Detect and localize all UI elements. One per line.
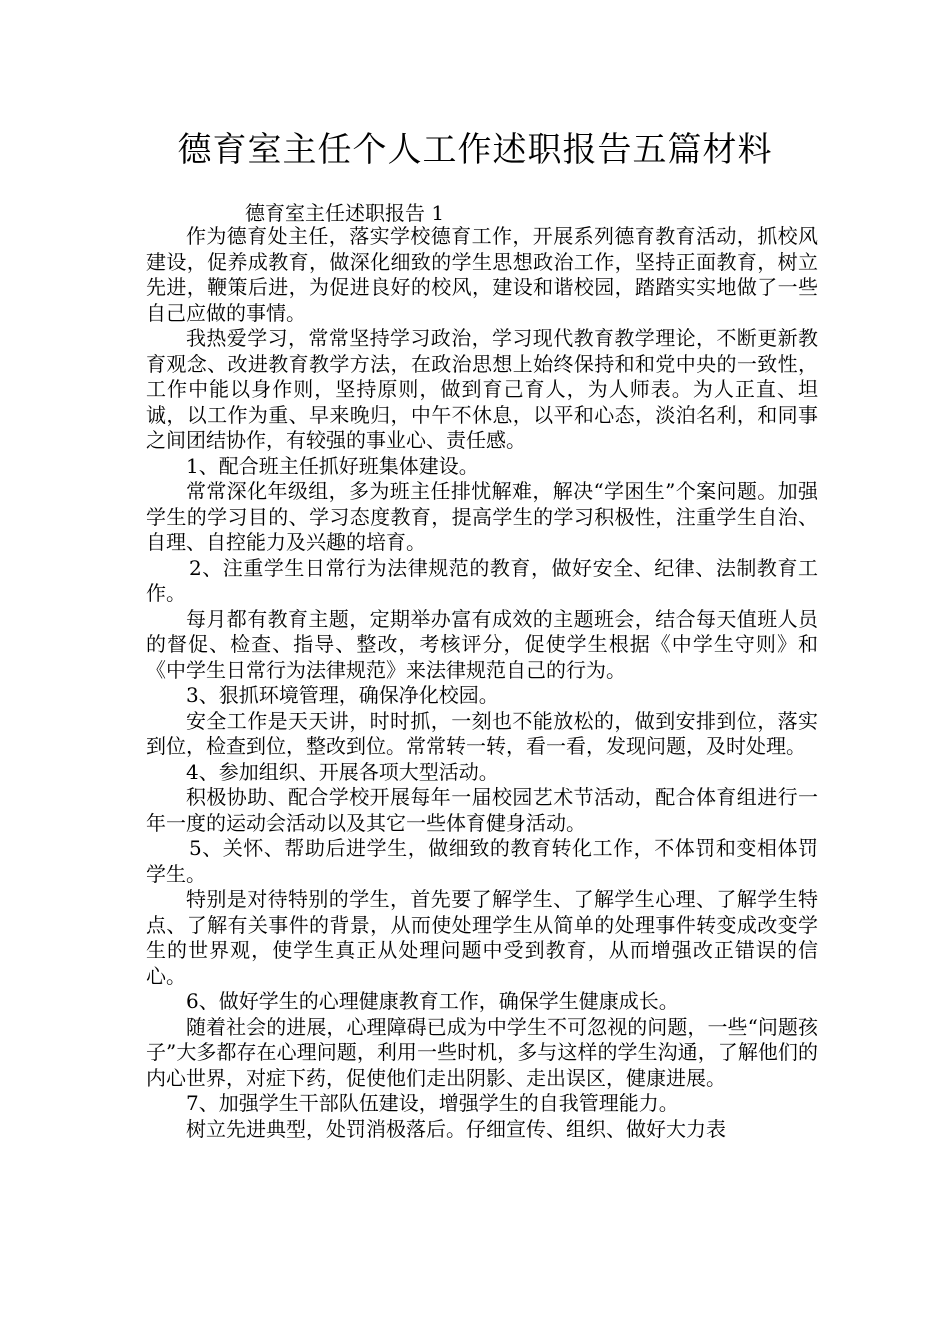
document-body <box>146 224 818 1142</box>
section-heading: 6、做好学生的心理健康教育工作，确保学生健康成长。 <box>186 989 679 1013</box>
paragraph: 作为德育处主任，落实学校德育工作，开展系列德育教育活动，抓校风建设，促养成教育，做深化细致的学生思想政治工作，坚持正面教育，树立先进，鞭策后进，为促进良好的校风，建设和谐校园，踏踏实实地做了一些自己应做的事情。 <box>146 224 818 325</box>
section-heading: 7、加强学生干部队伍建设，增强学生的自我管理能力。 <box>186 1091 679 1115</box>
paragraph: 常常深化年级组，多为班主任排忧解难，解决“学困生”个案问题。加强学生的学习目的、学习态度教育，提高学生的学习积极性，注重学生自治、自理、自控能力及兴趣的培育。 <box>146 479 818 554</box>
section-heading: 5、关怀、帮助后进学生，做细致的教育转化工作，不体罚和变相体罚学生。 <box>146 836 818 886</box>
paragraph: 安全工作是天天讲，时时抓，一刻也不能放松的，做到安排到位，落实到位，检查到位，整改到位。常常转一转，看一看，发现问题，及时处理。 <box>146 708 818 758</box>
section-heading: 2、注重学生日常行为法律规范的教育，做好安全、纪律、法制教育工作。 <box>146 555 818 605</box>
paragraph: 随着社会的进展，心理障碍已成为中学生不可忽视的问题，一些“问题孩子”大多都存在心理问题，利用一些时机，多与这样的学生沟通，了解他们的内心世界，对症下药，促使他们走出阴影、走出误区，健康进展。 <box>146 1014 818 1090</box>
report-subtitle: 德育室主任述职报告 1 <box>245 201 445 225</box>
paragraph: 每月都有教育主题，定期举办富有成效的主题班会，结合每天值班人员的督促、检查、指导、整改，考核评分，促使学生根据《中学生守则》和《中学生日常行为法律规范》来法律规范自己的行为。 <box>146 606 818 682</box>
paragraph: 我热爱学习，常常坚持学习政治，学习现代教育教学理论，不断更新教育观念、改进教育教学方法，在政治思想上始终保持和和党中央的一致性，工作中能以身作则，坚持原则，做到育己育人，为人师表。为人正直、坦诚，以工作为重、早来晚归，中午不休息，以平和心态，淡泊名利，和同事之间团结协作，有较强的事业心、责任感。 <box>146 326 818 452</box>
section-heading: 1、配合班主任抓好班集体建设。 <box>186 453 479 478</box>
document-title: 德育室主任个人工作述职报告五篇材料 <box>177 130 773 170</box>
paragraph: 树立先进典型，处罚消极落后。仔细宣传、组织、做好大力表 <box>186 1116 726 1141</box>
section-heading: 3、狠抓环境管理，确保净化校园。 <box>186 683 499 707</box>
section-heading: 4、参加组织、开展各项大型活动。 <box>186 759 499 784</box>
paragraph: 积极协助、配合学校开展每年一届校园艺术节活动，配合体育组进行一年一度的运动会活动以及其它一些体育健身活动。 <box>146 785 818 835</box>
paragraph: 特别是对待特别的学生，首先要了解学生、了解学生心理、了解学生特点、了解有关事件的背景，从而使处理学生从简单的处理事件转变成改变学生的世界观，使学生真正从处理问题中受到教育，从而增强改正错误的信心。 <box>146 887 818 988</box>
